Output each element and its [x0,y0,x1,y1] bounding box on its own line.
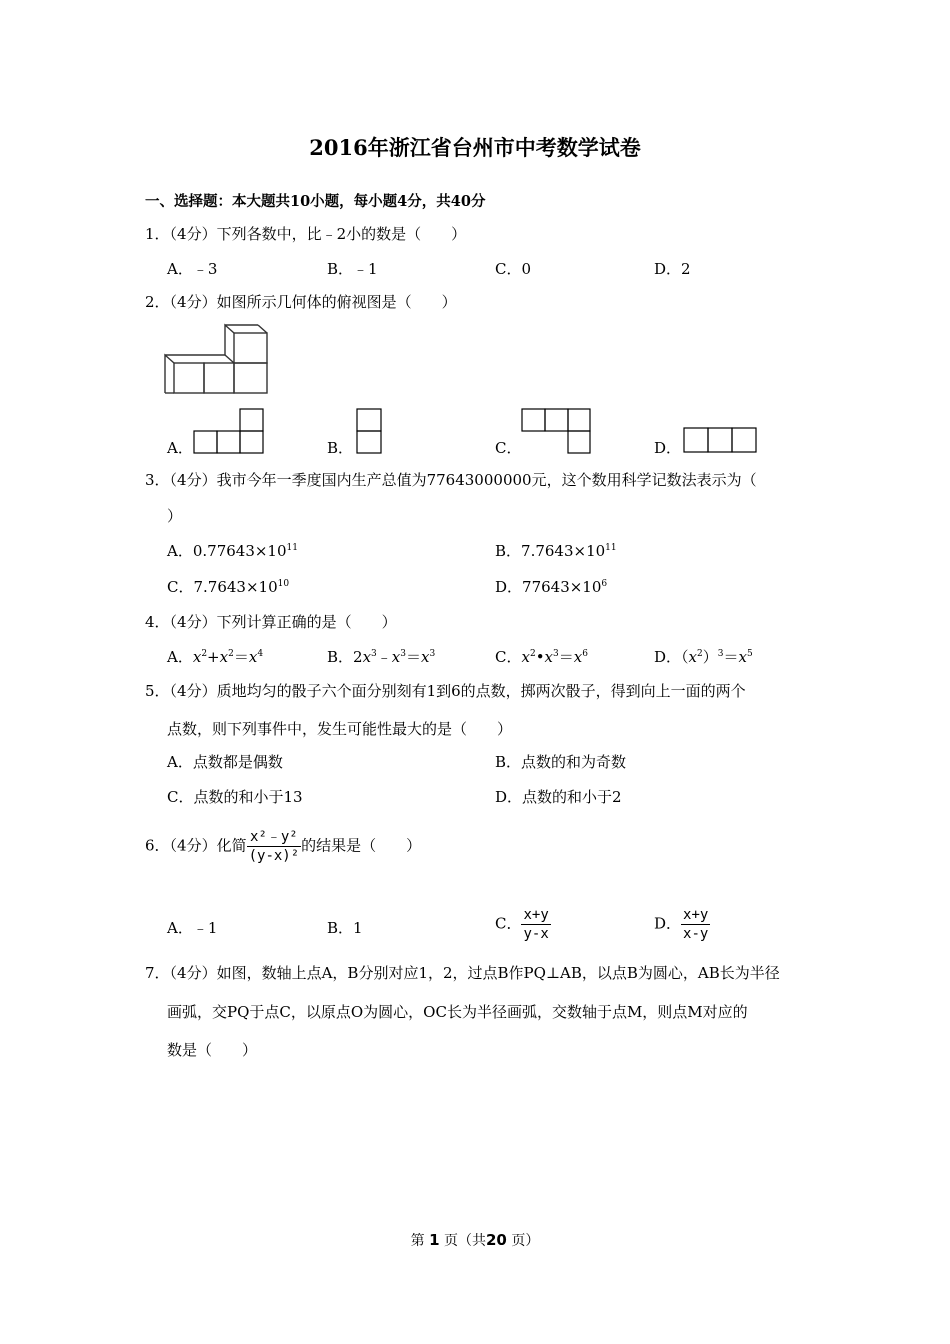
q2-option-a-figure [193,407,265,455]
q4-option-d[interactable]: D．$(x^2)^3=x^5$ [654,648,753,666]
question-text-pre: （4分）化简 [169,836,247,855]
exponent: 11 [286,543,298,553]
question-3 [145,470,757,490]
question-number: 1． [145,225,170,243]
page-number: 1 [429,1231,440,1249]
q2-option-a[interactable]: A． [167,439,193,457]
option-text: C．7.7643×10 [167,578,278,596]
q4-option-c[interactable]: C．$x^2•x^3=x^6$ [495,648,588,666]
question-number: 2． [145,293,170,311]
question-text: （4分）如图，数轴上点A，B分别对应1，2，过点B作PQ⊥AB，以点B为圆心，AB长为半径 [169,964,780,982]
question-4 [145,612,397,632]
question-1 [145,224,466,244]
q6-option-c[interactable] [495,906,551,943]
q5-option-b[interactable]: B．点数的和为奇数 [495,753,627,771]
q2-option-c[interactable]: C． [495,439,522,457]
q5-option-c[interactable]: C．点数的和小于13 [167,788,303,806]
question-text: （4分）下列计算正确的是（ ） [169,613,397,631]
footer-text: 第 [410,1233,425,1249]
q1-option-b[interactable]: B．﹣1 [327,260,378,278]
q2-option-d-figure [682,426,758,454]
q3-option-c[interactable] [167,577,289,597]
section-heading: 一、选择题：本大题共10小题，每小题4分，共40分 [145,193,486,210]
option-label: C． [495,648,522,666]
footer-text: 页） [511,1233,540,1249]
q4-option-b[interactable]: B．$2x^3﹣x^3=x^3$ [327,648,436,666]
question-5-cont: 点数，则下列事件中，发生可能性最大的是（ ） [167,720,513,738]
option-label: C． [495,914,522,933]
total-pages: 20 [486,1231,507,1249]
question-7-line-3: 数是（ ） [167,1041,258,1059]
q3-option-d[interactable] [495,577,607,597]
fraction-denominator: (y-x)² [248,848,300,864]
q2-option-c-figure [520,407,592,455]
q2-option-d[interactable]: D． [654,439,682,457]
option-text: B．7.7643×10 [495,542,606,560]
question-text-post: 的结果是（ ） [301,836,422,855]
q3-option-a[interactable] [167,541,298,561]
q4-option-a[interactable]: A．$x^2+x^2=x^4$ [167,648,264,666]
fraction-denominator: x-y [683,926,709,942]
page-footer [0,1230,950,1250]
question-text: （4分）质地均匀的骰子六个面分别刻有1到6的点数，掷两次骰子，得到向上一面的两个 [169,682,746,700]
option-label: D． [654,648,682,666]
solid-figure [162,322,272,397]
question-2 [145,292,457,312]
fraction [681,906,710,943]
question-7 [145,963,780,983]
question-number: 5． [145,682,170,700]
question-number: 4． [145,613,170,631]
question-number: 7． [145,964,170,982]
option-label: D． [654,914,682,933]
fraction [521,906,550,943]
q6-option-a[interactable]: A．﹣1 [167,919,218,937]
page-title: 2016年浙江省台州市中考数学试卷 [309,135,641,160]
question-text: （4分）下列各数中，比﹣2小的数是（ ） [169,225,467,243]
q1-option-d[interactable]: D．2 [654,260,691,278]
q1-option-c[interactable]: C．0 [495,260,532,278]
question-5 [145,681,746,701]
exponent: 10 [277,579,290,589]
exponent: 6 [601,579,608,589]
fraction-numerator: x²﹣y² [247,828,302,847]
question-6 [145,828,421,865]
option-label: B． [327,648,354,666]
q1-option-a[interactable]: A．﹣3 [167,260,218,278]
q2-option-b[interactable]: B． [327,439,354,457]
question-number: 6． [145,836,170,855]
footer-text: 页（共 [444,1233,486,1249]
q2-option-b-figure [355,407,383,455]
question-3-cont: ） [167,507,183,525]
question-7-line-2: 画弧，交PQ于点C，以原点O为圆心，OC长为半径画弧，交数轴于点M，则点M对应的 [167,1003,748,1021]
fraction-numerator: x+y [523,907,549,923]
question-text: （4分）如图所示几何体的俯视图是（ ） [169,293,457,311]
fraction-numerator: x+y [683,907,709,923]
question-number: 3． [145,471,170,489]
exponent: 11 [605,543,617,553]
q5-option-d[interactable]: D．点数的和小于2 [495,788,622,806]
fraction-denominator: y-x [523,926,549,942]
q5-option-a[interactable]: A．点数都是偶数 [167,753,283,771]
option-text: D．77643×10 [495,578,602,596]
q3-option-b[interactable] [495,541,617,561]
option-text: A．0.77643×10 [167,542,287,560]
question-text: （4分）我市今年一季度国内生产总值为77643000000元，这个数用科学记数法表示为（ [169,471,757,489]
q6-option-d[interactable] [654,906,710,943]
option-label: A． [167,648,193,666]
fraction-expression [247,828,302,865]
q6-option-b[interactable]: B．1 [327,919,363,937]
